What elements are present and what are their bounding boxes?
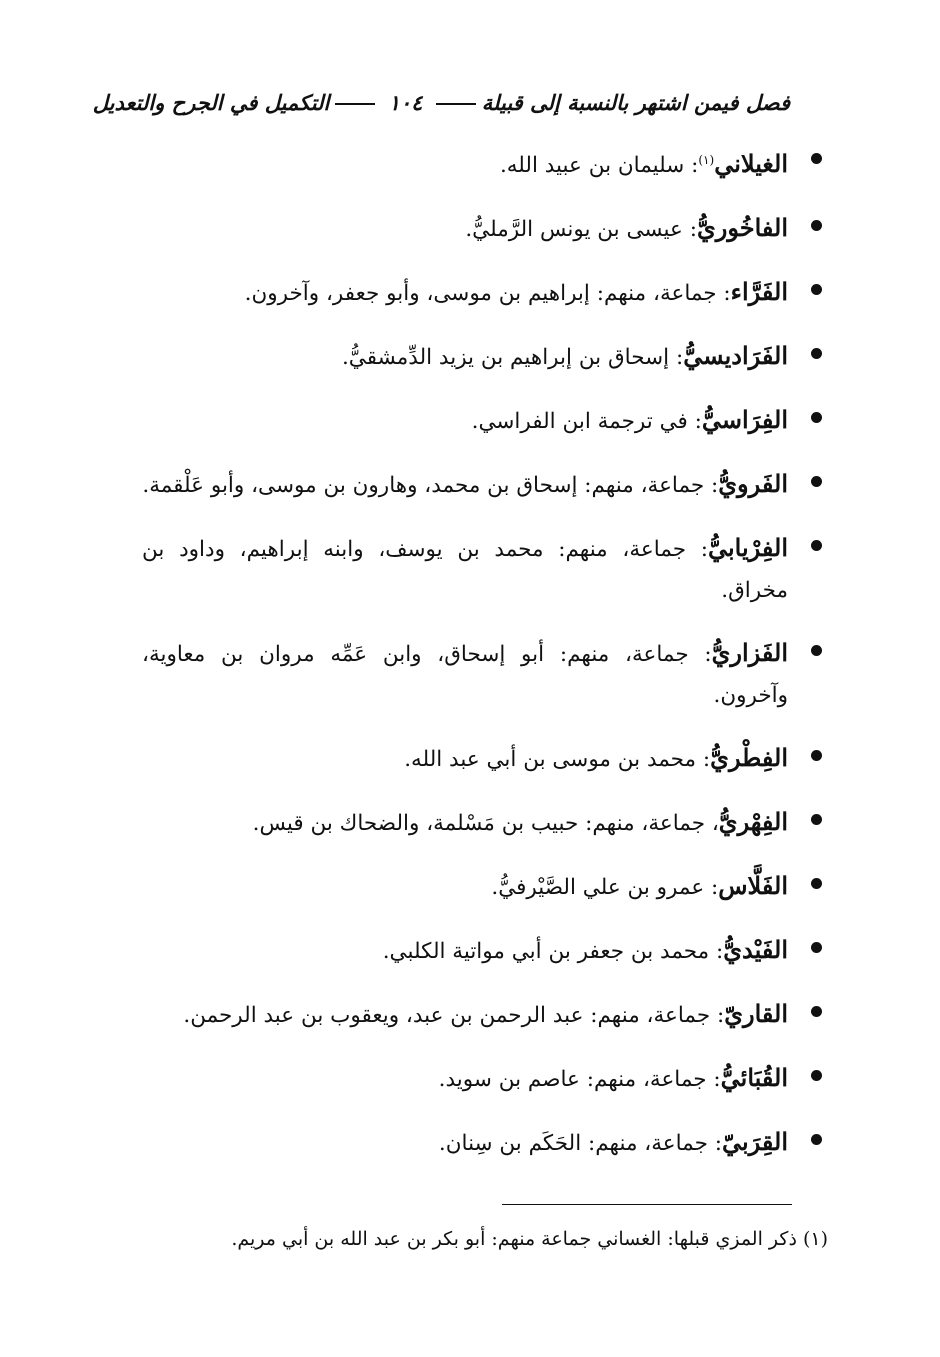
list-item [142, 1121, 822, 1164]
list-item [142, 929, 822, 972]
entry-text: : عيسى بن يونس الرَّمليُّ. [465, 217, 697, 243]
book-title: التكميل في الجرح والتعديل [92, 89, 330, 115]
entry-term: الفَيْديُّ [723, 935, 788, 965]
bullet-icon [811, 1070, 822, 1081]
entry-term: الفَرَّاء [730, 277, 788, 307]
header-dash-right [436, 103, 476, 105]
entry-term: الفَزاريُّ [711, 638, 788, 668]
bullet-icon [811, 814, 822, 825]
bullet-icon [811, 412, 822, 423]
list-item [142, 207, 822, 250]
list-item [142, 335, 822, 378]
bullet-icon [811, 645, 822, 656]
entry-text: : جماعة، منهم: الحَكَم بن سِنان. [438, 1131, 722, 1157]
bullet-icon [811, 348, 822, 359]
list-item [142, 737, 822, 780]
entry-term: الفَرَاديسيُّ [683, 341, 788, 371]
page-number: ١٠٤ [388, 89, 423, 115]
entry-text: ، جماعة، منهم: حبيب بن مَسْلمة، والضحاك بن قيس. [252, 811, 719, 837]
entry-term: الفاخُوريُّ [696, 213, 788, 243]
entry-term: الفِهْريُّ [718, 807, 788, 837]
footnote-marker[interactable]: (١) [698, 153, 715, 167]
entry-term: الغيلاني [714, 149, 788, 179]
entry-text: : جماعة، منهم: عبد الرحمن بن عبد، ويعقوب بن عبد الرحمن. [183, 1003, 725, 1029]
bullet-icon [811, 878, 822, 889]
entry-text: : جماعة، منهم: إبراهيم بن موسى، وأبو جعفر، وآخرون. [244, 281, 731, 307]
bullet-icon [811, 750, 822, 761]
bullet-icon [811, 220, 822, 231]
page-number-group [329, 90, 481, 115]
entry-term: القِرَبيّ [721, 1127, 788, 1157]
bullet-icon [811, 540, 822, 551]
list-item [142, 865, 822, 908]
list-item [142, 140, 822, 186]
entry-term: الفِرْيابيُّ [707, 533, 788, 563]
entry-term: الفِرَاسيُّ [701, 405, 788, 435]
entry-text: : عمرو بن علي الصَّيْرفيُّ. [491, 875, 719, 901]
entry-term: القُبَائيُّ [720, 1063, 788, 1093]
entry-text: : في ترجمة ابن الفراسي. [471, 409, 702, 435]
bullet-icon [811, 942, 822, 953]
entry-term: الفَلَّاس [718, 871, 788, 901]
footnote: (١) ذكر المزي قبلها: الغساني جماعة منهم: أبو بكر بن عبد الله بن أبي مريم. [231, 1228, 828, 1250]
list-item [142, 399, 822, 442]
nisba-entry-list [142, 140, 822, 1185]
list-item [142, 801, 822, 844]
bullet-icon [811, 1134, 822, 1145]
bullet-icon [811, 1006, 822, 1017]
entry-text: : محمد بن جعفر بن أبي مواتية الكلبي. [382, 939, 724, 965]
list-item [142, 271, 822, 314]
entry-text: : جماعة، منهم: عاصم بن سويد. [438, 1067, 721, 1093]
entry-term: القاريّ [724, 999, 788, 1029]
footnote-divider [502, 1204, 792, 1205]
bullet-icon [811, 476, 822, 487]
entry-term: الفِطْريُّ [710, 743, 788, 773]
entry-text: : إسحاق بن إبراهيم بن يزيد الدِّمشقيُّ. [341, 345, 684, 371]
entry-text: : سليمان بن عبيد الله. [499, 153, 699, 179]
running-header [92, 82, 790, 122]
list-item [142, 993, 822, 1036]
bullet-icon [811, 153, 822, 164]
list-item [142, 527, 822, 611]
entry-term: الفَرويُّ [718, 469, 788, 499]
list-item [142, 463, 822, 506]
entry-text: : جماعة، منهم: أبو إسحاق، وابن عَمِّه مروان بن معاوية، وآخرون. [142, 642, 788, 709]
section-title: فصل فيمن اشتهر بالنسبة إلى قبيلة [481, 89, 790, 115]
list-item [142, 632, 822, 716]
header-dash-left [335, 103, 375, 105]
entry-text: : محمد بن موسى بن أبي عبد الله. [404, 747, 711, 773]
entry-text: : جماعة، منهم: إسحاق بن محمد، وهارون بن موسى، وأبو عَلْقمة. [142, 473, 719, 499]
bullet-icon [811, 284, 822, 295]
entry-text: : جماعة، منهم: محمد بن يوسف، وابنه إبراهيم، وداود بن مخراق. [142, 537, 788, 604]
list-item [142, 1057, 822, 1100]
